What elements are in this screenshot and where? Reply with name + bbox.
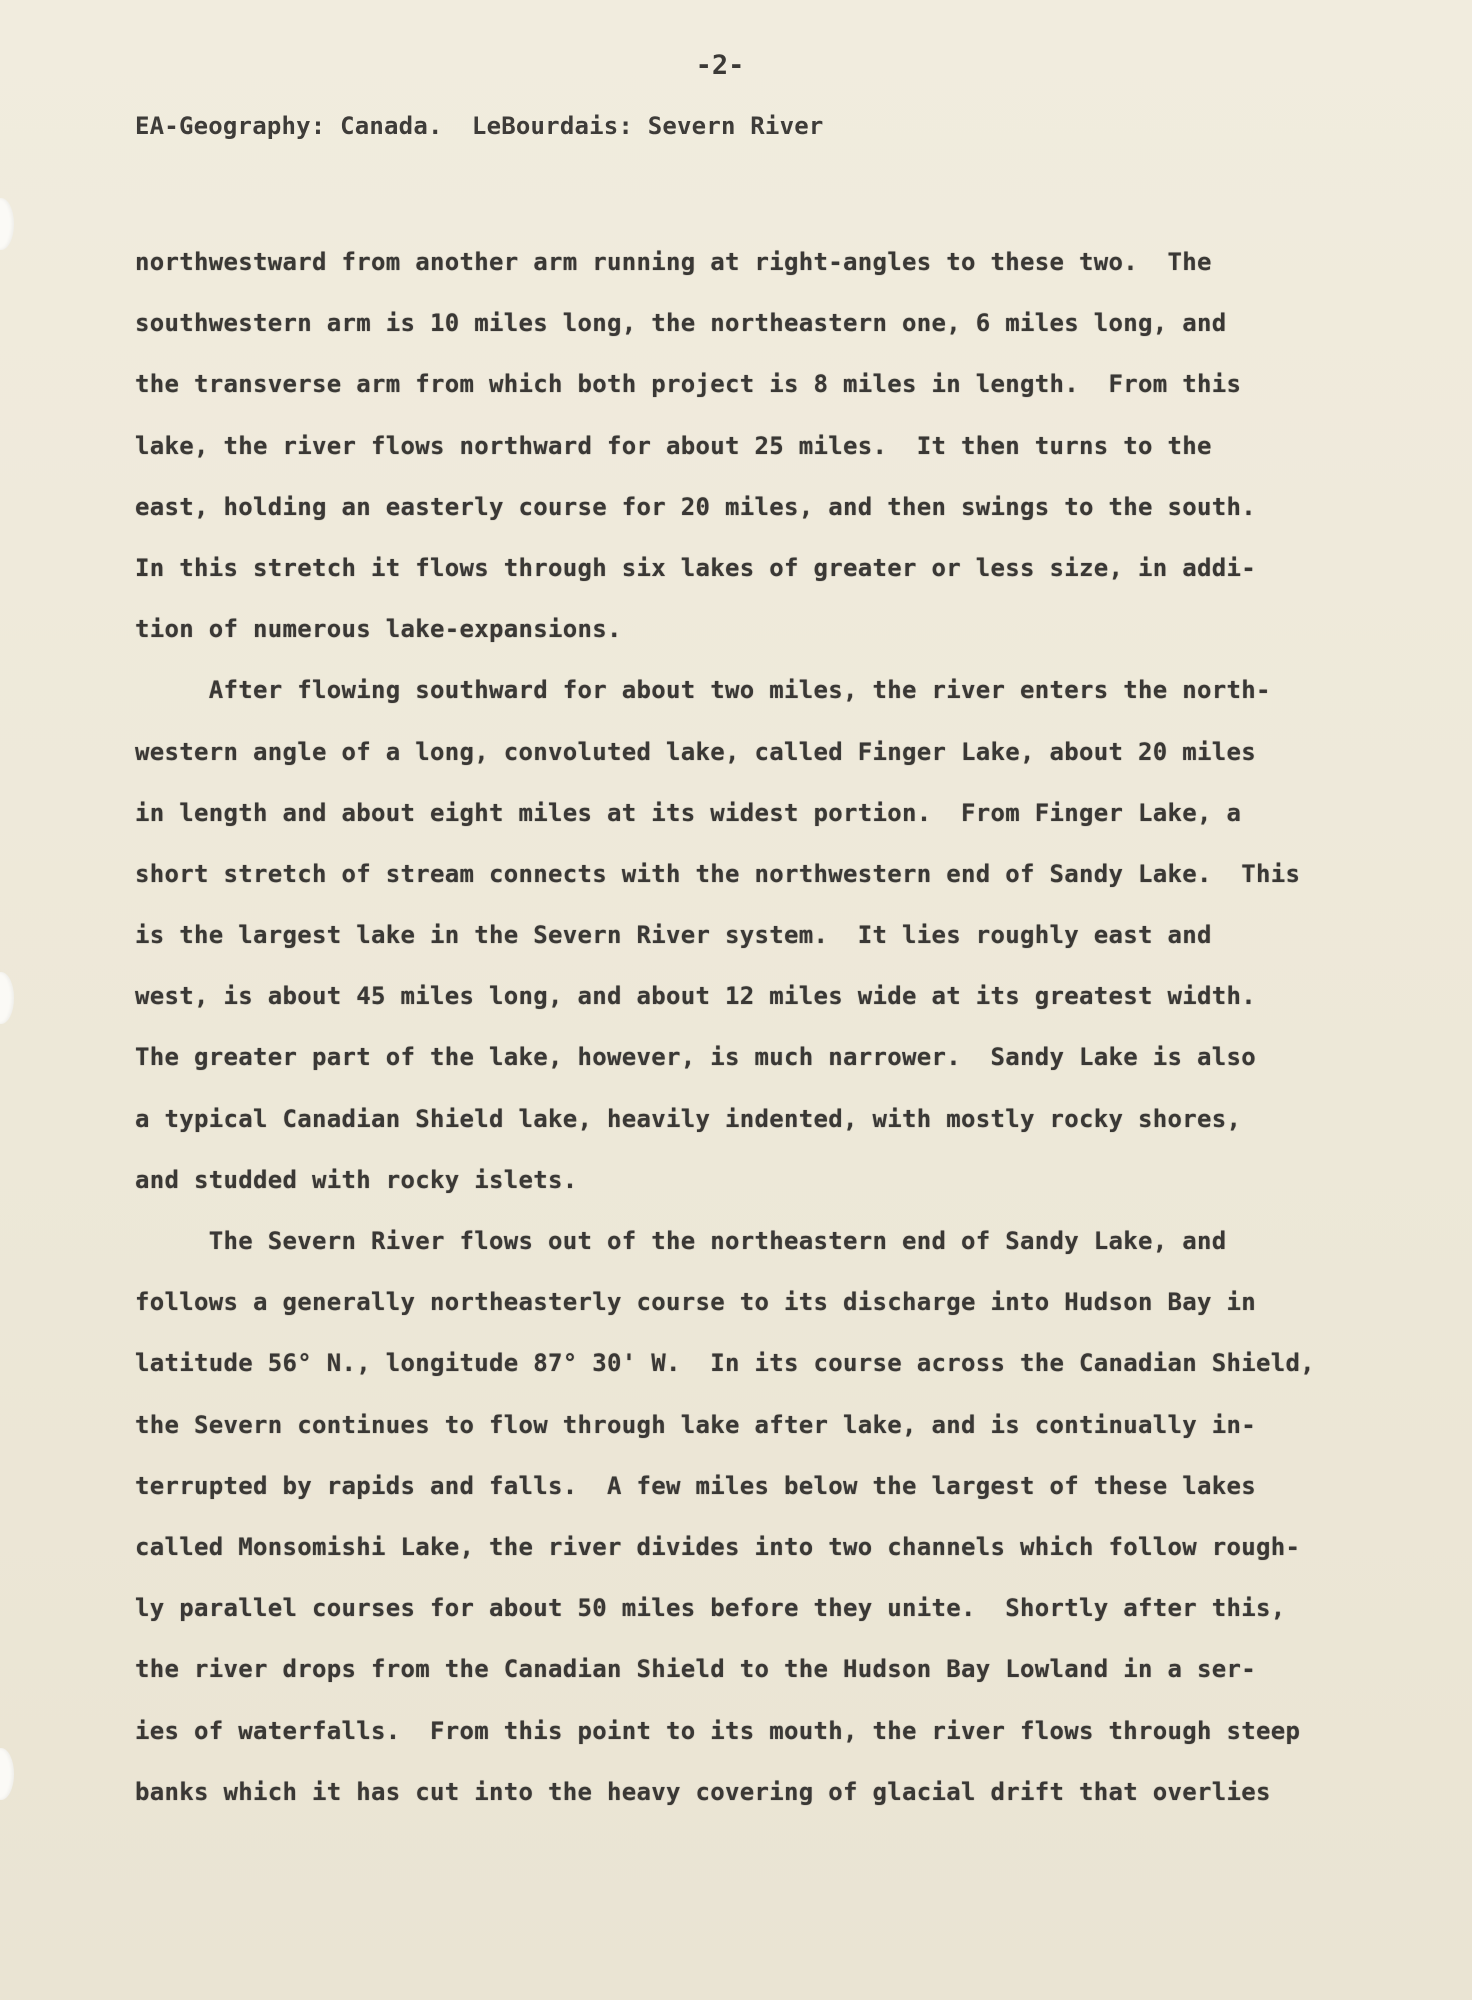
text-line: called Monsomishi Lake, the river divides into two channels which follow rough-	[135, 1532, 1301, 1561]
text-line: terrupted by rapids and falls. A few miles below the largest of these lakes	[135, 1471, 1256, 1500]
running-header: EA-Geography: Canada. LeBourdais: Severn River	[135, 112, 824, 140]
text-line: tion of numerous lake-expansions.	[135, 615, 622, 644]
body-text	[135, 232, 1315, 1823]
text-line: follows a generally northeasterly course to its discharge into Hudson Bay in	[135, 1288, 1256, 1317]
text-line: the Severn continues to flow through lake after lake, and is continually in-	[135, 1410, 1256, 1439]
text-line: in length and about eight miles at its widest portion. From Finger Lake, a	[135, 798, 1242, 827]
text-line: northwestward from another arm running at right-angles to these two. The	[135, 248, 1212, 276]
text-line: lake, the river flows northward for about 25 miles. It then turns to the	[135, 431, 1212, 460]
text-line: the river drops from the Canadian Shield to the Hudson Bay Lowland in a ser-	[135, 1655, 1256, 1684]
text-line: the transverse arm from which both project is 8 miles in length. From this	[135, 370, 1242, 399]
text-line: short stretch of stream connects with the northwestern end of Sandy Lake. This	[135, 859, 1301, 888]
punch-hole	[0, 972, 14, 1024]
punch-hole	[0, 198, 14, 250]
text-line: and studded with rocky islets.	[135, 1165, 578, 1194]
text-line: west, is about 45 miles long, and about 12 miles wide at its greatest width.	[135, 982, 1256, 1011]
text-line: ies of waterfalls. From this point to its mouth, the river flows through steep	[135, 1716, 1301, 1745]
text-line: In this stretch it flows through six lakes of greater or less size, in addi-	[135, 553, 1256, 582]
text-line: southwestern arm is 10 miles long, the northeastern one, 6 miles long, and	[135, 309, 1227, 338]
text-line: east, holding an easterly course for 20 miles, and then swings to the south.	[135, 492, 1256, 521]
text-line: latitude 56° N., longitude 87° 30' W. In its course across the Canadian Shield,	[135, 1349, 1315, 1378]
text-line: The Severn River flows out of the northeastern end of Sandy Lake, and	[135, 1227, 1227, 1255]
text-line: After flowing southward for about two miles, the river enters the north-	[135, 676, 1271, 705]
text-line: western angle of a long, convoluted lake, called Finger Lake, about 20 miles	[135, 737, 1256, 766]
text-line: banks which it has cut into the heavy covering of glacial drift that overlies	[135, 1777, 1271, 1806]
text-line: is the largest lake in the Severn River system. It lies roughly east and	[135, 921, 1212, 950]
text-line: a typical Canadian Shield lake, heavily indented, with mostly rocky shores,	[135, 1104, 1242, 1133]
punch-hole	[0, 1748, 14, 1800]
page-number: -2-	[695, 50, 745, 81]
text-line: The greater part of the lake, however, is much narrower. Sandy Lake is also	[135, 1043, 1256, 1072]
text-line: ly parallel courses for about 50 miles before they unite. Shortly after this,	[135, 1594, 1286, 1623]
